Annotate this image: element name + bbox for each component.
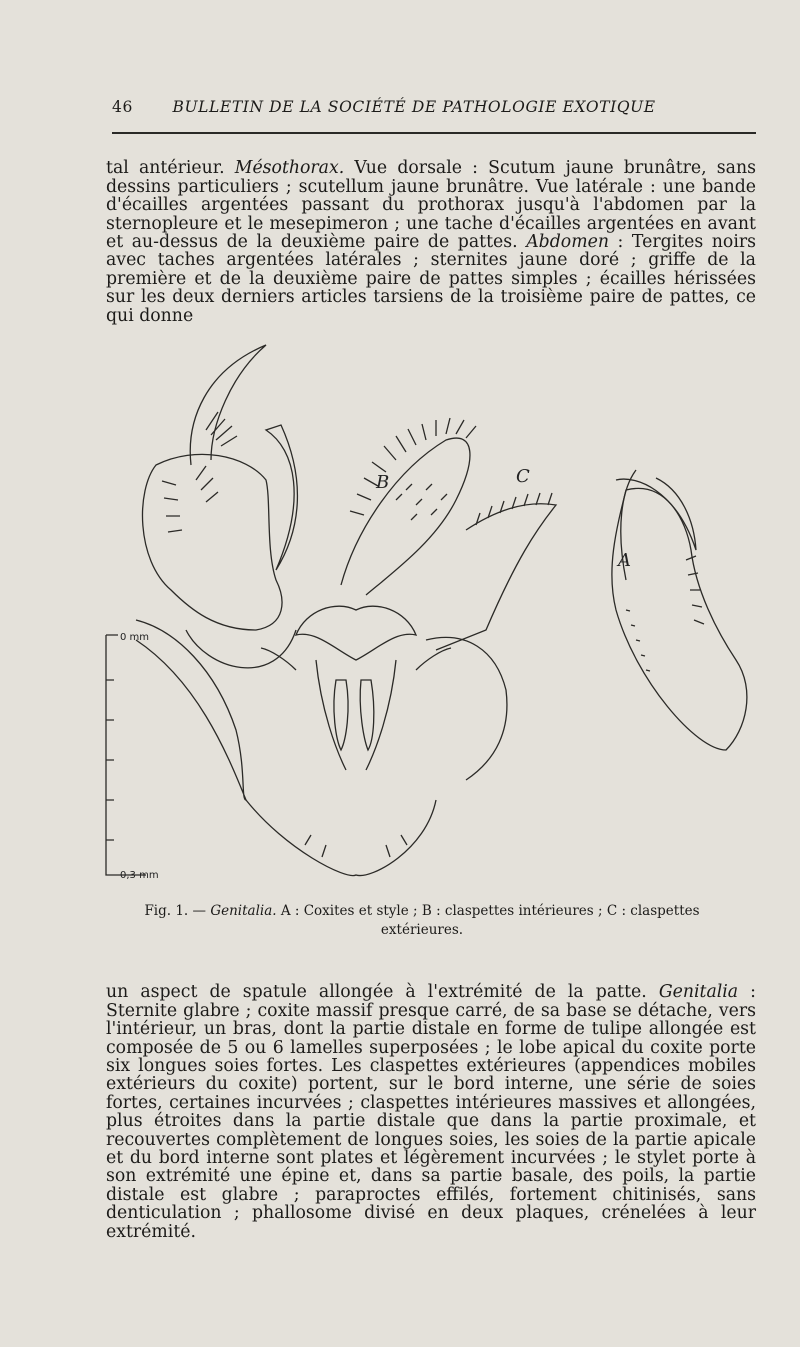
page-number: 46 — [112, 98, 133, 116]
genitalia-figure — [96, 330, 786, 890]
figure-label-c: C — [516, 466, 530, 487]
figure-caption — [112, 902, 732, 940]
genitalia-drawing — [96, 330, 786, 890]
text-run: : Tergites noirs avec taches argentées latérales ; sternites jaune doré ; griffe de la première et de la deuxième paire de pattes simples ; écailles hérissées sur les deux derniers articles tarsiens de la troisième paire de pattes, ce qui donne — [106, 231, 756, 326]
figure-label-a: A — [618, 550, 631, 571]
scale-top-label: 0 mm — [120, 632, 150, 643]
caption-text: A : Coxites et style ; B : claspettes intérieures ; C : claspettes extérieures. — [276, 903, 700, 938]
header-rule — [112, 132, 756, 134]
text-run: Vue dorsale : Scutum jaune brunâtre, sans dessins particuliers ; scutellum jaune brunâtre. Vue latérale : une bande d'écailles argentées passant du prothorax jusqu'à l'abdomen par la sternopleure et le mesepimeron ; une tache d'écailles argentées en avant et au-dessus de la deuxième paire de pattes. — [106, 158, 756, 252]
text-run: tal antérieur. — [106, 158, 235, 179]
italic-term: Abdomen — [526, 231, 609, 252]
text-run: un aspect de spatule allongée à l'extrémité de la patte. — [106, 982, 659, 1003]
running-head — [112, 98, 752, 116]
italic-term: Genitalia — [658, 982, 739, 1003]
italic-term: Mésothorax. — [234, 158, 345, 179]
journal-title: BULLETIN DE LA SOCIÉTÉ DE PATHOLOGIE EXOTIQUE — [172, 98, 656, 116]
caption-title: Genitalia. — [210, 903, 277, 919]
scale-bottom-label: 0,3 mm — [120, 870, 159, 881]
caption-figure-number: Fig. 1. — — [144, 903, 211, 919]
bottom-paragraph — [106, 983, 756, 1241]
text-run: : Sternite glabre ; coxite massif presque carré, de sa base se détache, vers l'intérieur, un bras, dont la partie distale en forme de tulipe allongée est composée de 5 ou 6 lamelles superposées ; le lobe apical du coxite porte six longues soies fortes. Les claspettes extérieures (appendices mobiles extérieurs du coxite) portent, sur le bord interne, une série de soies fortes, certaines incurvées ; claspettes intérieures massives et allongées, plus étroites dans la partie distale que dans la partie proximale, et recouvertes complètement de longues soies, les soies de la partie apicale et du bord interne sont plates et légèrement incurvées ; le stylet porte à son extrémité une épine et, dans sa partie basale, des poils, la partie distale est glabre ; paraproctes effilés, fortement chitinisés, sans denticulation ; phallosome divisé en deux plaques, crénelées à leur extrémité. — [106, 982, 756, 1242]
figure-label-b: B — [376, 472, 390, 493]
top-paragraph — [106, 159, 756, 325]
